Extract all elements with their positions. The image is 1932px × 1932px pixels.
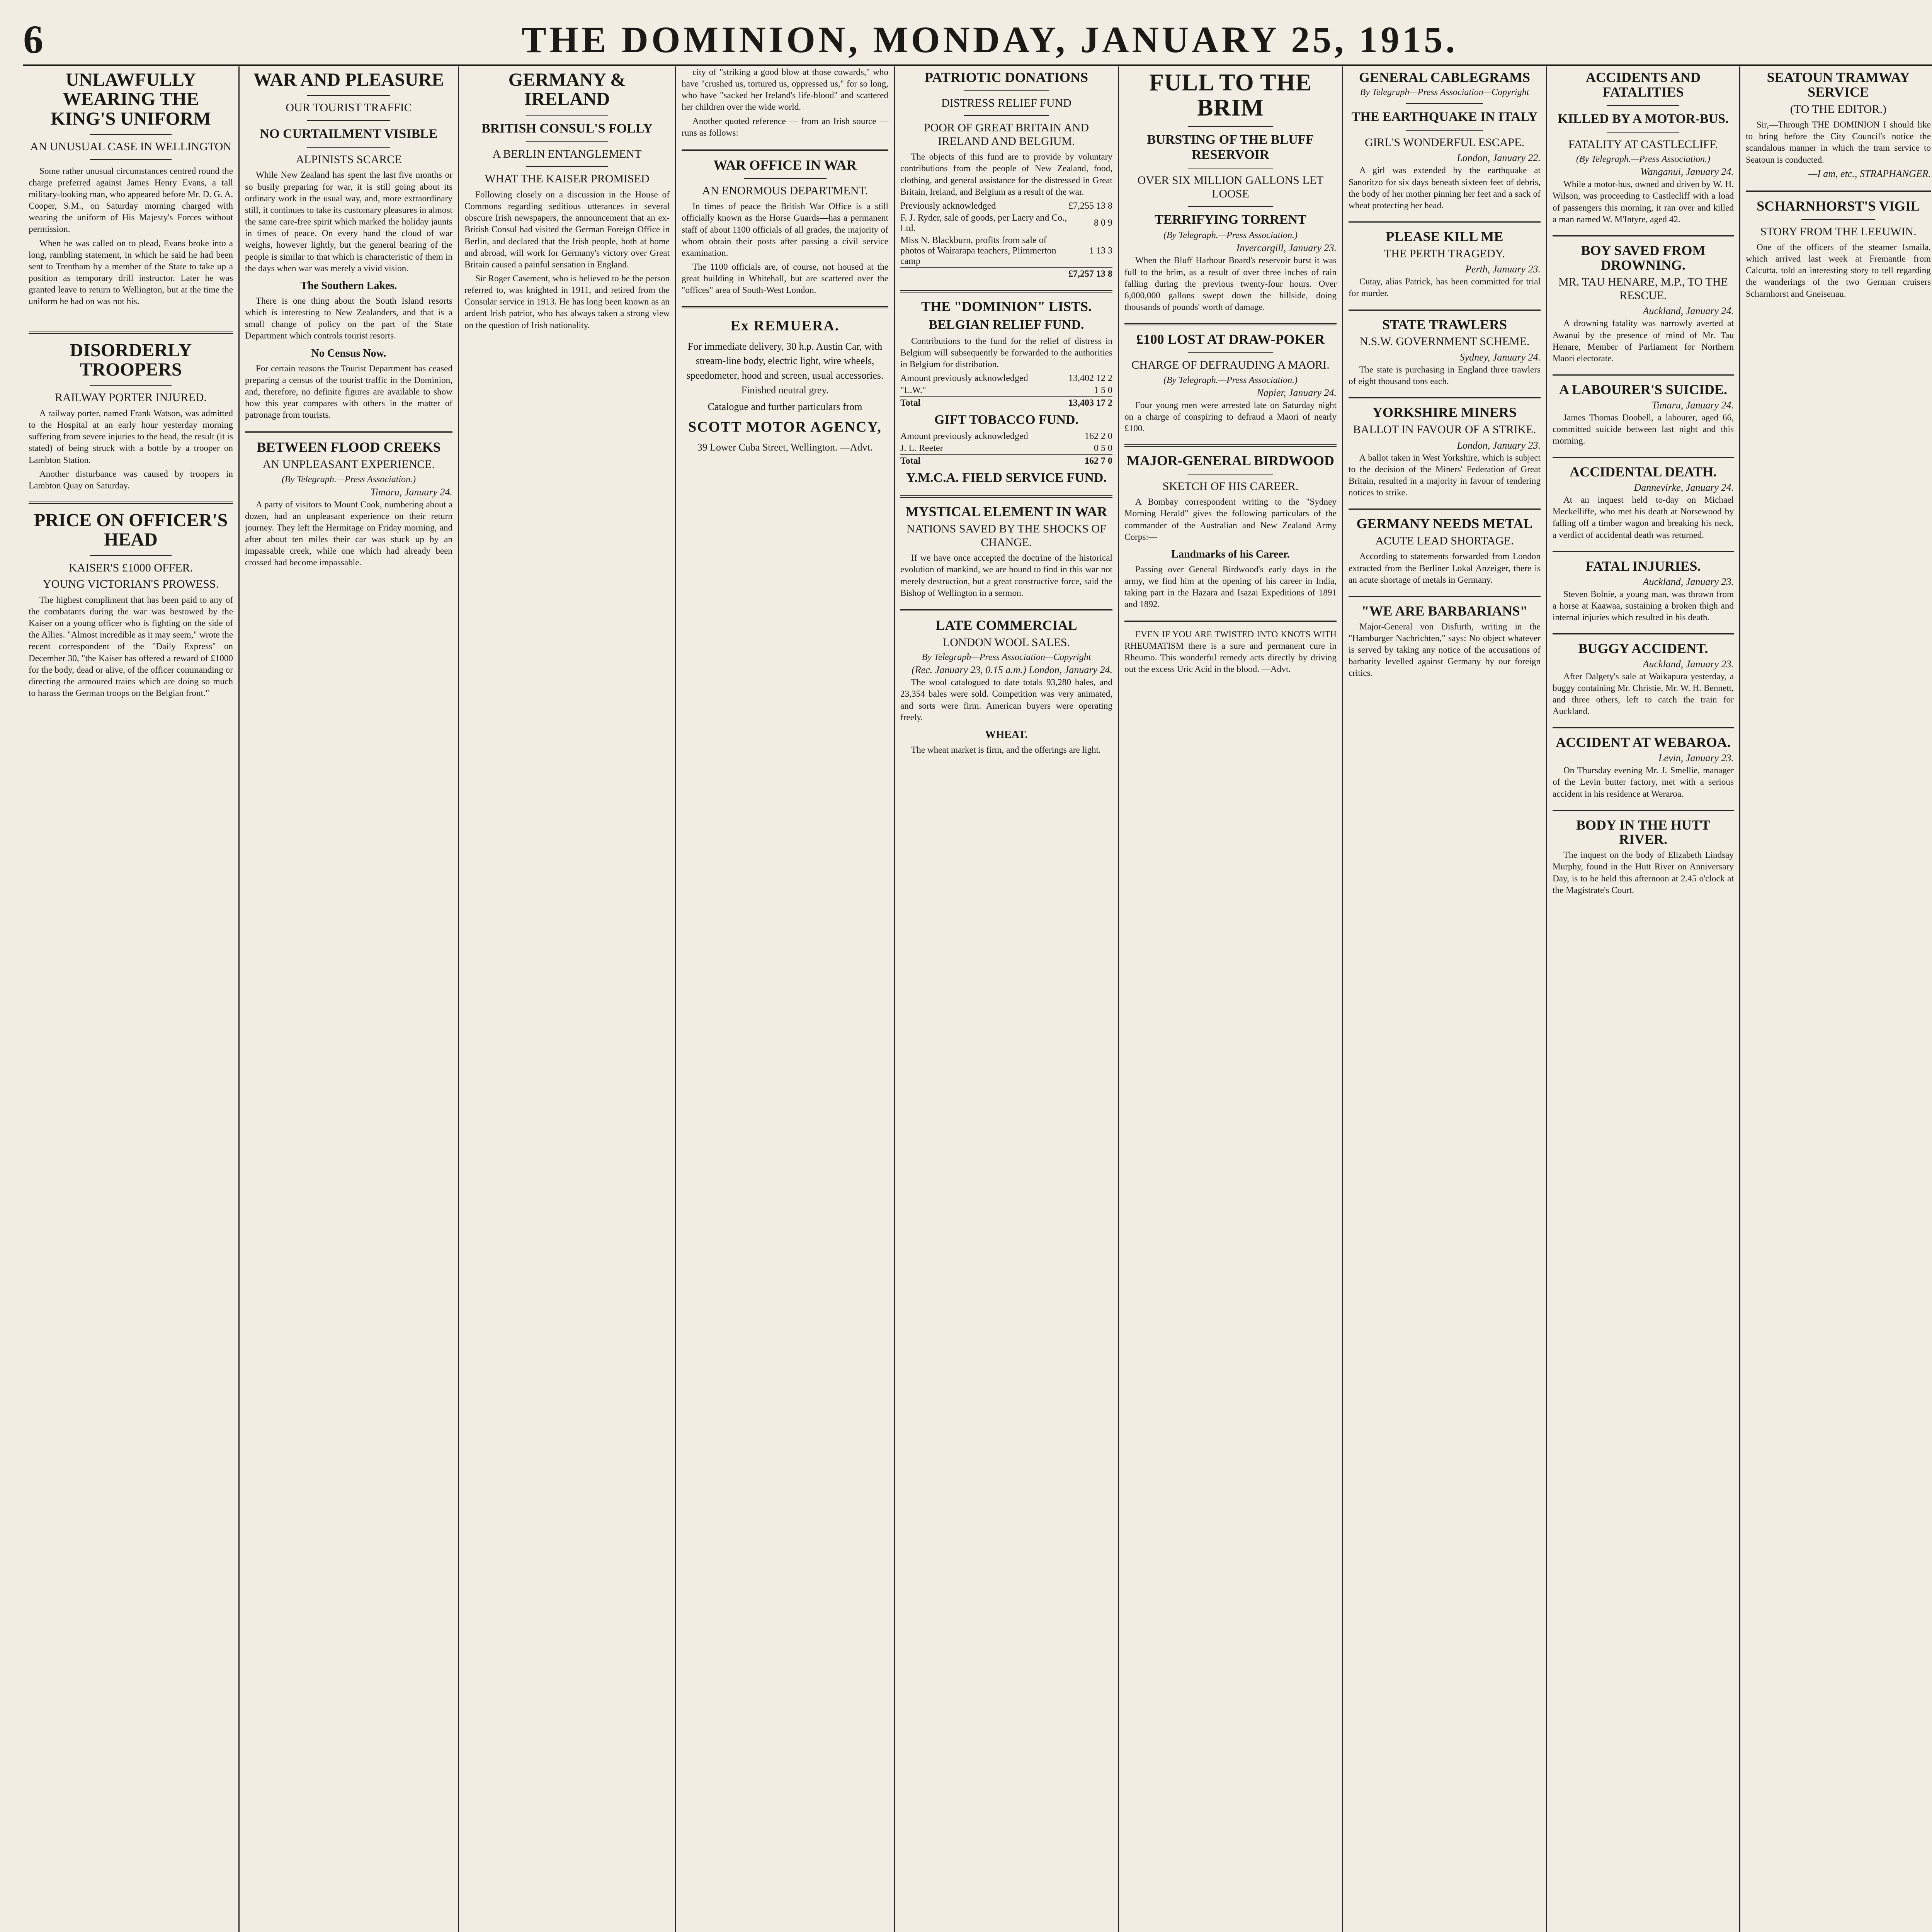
headline: LATE COMMERCIAL <box>935 617 1077 633</box>
article-text: Contributions to the fund for the relief of distress in Belgium will subsequently be forwarded to the authorities in Belgium for distribution. <box>900 336 1112 370</box>
subheadline: BURSTING OF THE BLUFF RESERVOIR <box>1147 133 1314 162</box>
subheadline: BALLOT IN FAVOUR OF A STRIKE. <box>1353 423 1536 436</box>
article-war-office <box>682 158 888 296</box>
article-text: The highest compliment that has been paid to any of the combatants during the war was bestowed by the Kaiser on a young officer who is fighting on the side of the Allies. "Almost incredible as it may seem," wrote the recent correspondent of the "Daily Express" on December 30, "the Kaiser has offered a reward of £1000 for the body, dead or alive, of the officer commanding or directing the armoured trains which are doing so much to harass the German troops on the Belgian front." <box>29 595 233 699</box>
article-cablegrams <box>1349 70 1541 211</box>
article-text: Four young men were arrested late on Saturday night on a charge of conspiring to defraud a Maori of nearly £100. <box>1124 400 1337 434</box>
section-subhead: The Southern Lakes. <box>300 279 397 292</box>
dateline: Timaru, January 24. <box>1651 399 1734 411</box>
subheadline: ALPINISTS SCARCE <box>296 153 402 166</box>
divider <box>682 149 888 151</box>
divider <box>1349 596 1541 597</box>
row-label: Total <box>900 455 1075 467</box>
article-text: Sir,—Through THE DOMINION I should like to bring before the City Council's notice the scandalous manner in which the tram service to Seatoun is conducted. <box>1746 120 1931 165</box>
byline: By Telegraph—Press Association—Copyright <box>922 652 1091 663</box>
column-2 <box>240 66 459 1932</box>
article-birdwood <box>1124 454 1337 611</box>
row-label: Total <box>900 397 1058 409</box>
headline: WAR OFFICE IN WAR <box>713 157 857 173</box>
dateline: Auckland, January 24. <box>1643 305 1734 317</box>
divider <box>245 431 452 433</box>
ad-text: EVEN IF YOU ARE TWISTED INTO KNOTS WITH RHEUMATISM there is a sure and permanent cure in Rheumo. This wonderful remedy acts directly by driving out the excess Uric Acid in the blood. —Advt. <box>1124 629 1337 675</box>
article-text: Passing over General Birdwood's early days in the army, we find him at the opening of his career in India, taking part in the Hazara and Isazai Expeditions of 1891 and 1892. <box>1124 564 1337 610</box>
column-7 <box>1343 66 1547 1932</box>
subheadline: OVER SIX MILLION GALLONS LET LOOSE <box>1137 174 1324 200</box>
article-text: There is one thing about the South Island resorts which is interesting to New Zealanders, and that is a small change of policy on the part of the State Department which controls tourist resorts. <box>245 296 452 341</box>
article-germany-ireland <box>464 70 670 331</box>
row-value: £7,257 13 8 <box>1068 268 1112 280</box>
column-8-halves <box>1547 66 1932 1932</box>
divider <box>1553 457 1734 458</box>
subheadline: SKETCH OF HIS CAREER. <box>1162 480 1299 493</box>
headline: ACCIDENTS AND FATALITIES <box>1585 70 1701 100</box>
divider <box>1349 397 1541 398</box>
article-text: Steven Bolnie, a young man, was thrown from a horse at Kaawaa, sustaining a broken thigh and internal injuries which resulted in his death. <box>1553 589 1734 622</box>
divider <box>900 495 1112 498</box>
headline: PATRIOTIC DONATIONS <box>924 70 1088 85</box>
article-flood-creeks <box>245 440 452 568</box>
row-label: F. J. Ryder, sale of goods, per Laery and Co., Ltd. <box>900 213 1067 233</box>
subheadline: A BERLIN ENTANGLEMENT <box>492 147 642 160</box>
article-text: If we have once accepted the doctrine of the historical evolution of mankind, we are bound to find in this war not merely destruction, but a great constructive force, said the Bishop of Wellington in a sermon. <box>900 553 1112 598</box>
headline: SCHARNHORST'S VIGIL <box>1757 198 1920 214</box>
row-label: Previously acknowledged <box>900 201 996 211</box>
table-row <box>900 212 1112 235</box>
column-6 <box>1119 66 1343 1932</box>
table-row-total <box>900 455 1112 467</box>
subheadline: (TO THE EDITOR.) <box>1790 102 1887 116</box>
dateline: Timaru, January 24. <box>370 486 452 498</box>
headline: YORKSHIRE MINERS <box>1372 405 1517 420</box>
divider <box>900 290 1112 293</box>
divider <box>307 147 390 148</box>
subheadline: AN ENORMOUS DEPARTMENT. <box>702 184 868 197</box>
subheadline: STORY FROM THE LEEUWIN. <box>1760 225 1917 238</box>
article-war-and-pleasure <box>245 70 452 421</box>
article-text: Following closely on a discussion in the House of Commons regarding seditious utterances in several obscure Irish newspapers, the announcement that an ex-British Consul had visited the German Foreign Office in Berlin, and declared that the Irish people, both at home and abroad, will work for Germany's victory over Great Britain caused a painful sensation in England. <box>464 189 670 270</box>
divider <box>1406 103 1483 104</box>
row-value: 1 13 3 <box>1089 245 1112 256</box>
article-boy-saved <box>1553 243 1734 364</box>
article-text: For certain reasons the Tourist Department has ceased preparing a census of the tourist traffic in the Dominion, and, therefore, no definite figures are available to show how this year compares with others in the matter of patronage from tourists. <box>245 363 452 420</box>
article-text: While New Zealand has spent the last five months or so busily preparing for war, it is still going about its ordinary work in the usual way, and, more extraordinary still, it continues to take its customary pleasures in almost the same care-free spirit which marked the holiday jaunts in times of peace. On every hand the cloud of war weighs, however lightly, but the general bearing of the people is similar to that which is characteristic of them in the days when war was merely a vivid vision. <box>245 170 452 274</box>
article-germany-metal <box>1349 517 1541 586</box>
article-text: In times of peace the British War Office is a still officially known as the Horse Guards—has a permanent staff of about 1100 officials of all grades, the majority of whom obtain their posts after passing a civil service examination. <box>682 201 888 258</box>
article-text: When the Bluff Harbour Board's reservoir burst it was full to the brim, as a result of over three inches of rain falling during the previous twenty-four hours. Over 6,000,000 gallons swept down the hillside, doing thousands of pounds' worth of damage. <box>1124 255 1337 313</box>
dateline: Auckland, January 23. <box>1643 658 1734 670</box>
article-text: A railway porter, named Frank Watson, was admitted to the Hospital at an early hour yesterday morning suffering from severe injuries to the head, the result (it is stated) of being struck with a bottle by a trooper on Lambton Station. <box>29 408 233 465</box>
column-8a <box>1547 66 1740 1932</box>
ad-text: Catalogue and further particulars from <box>707 401 862 413</box>
dateline: Napier, January 24. <box>1257 387 1337 398</box>
article-full-to-the-brim <box>1124 70 1337 313</box>
row-label: "L.W." <box>900 385 926 396</box>
divider <box>1349 221 1541 223</box>
headline: BETWEEN FLOOD CREEKS <box>257 439 441 455</box>
subheadline: AN UNUSUAL CASE IN WELLINGTON <box>30 140 232 153</box>
headline: "WE ARE BARBARIANS" <box>1361 603 1528 619</box>
article-text: A Bombay correspondent writing to the "Sydney Morning Herald" gives the following particulars of the commander of the Australian and New Zealand Army Corps:— <box>1124 497 1337 542</box>
divider <box>29 332 233 334</box>
article-text: Sir Roger Casement, who is believed to be the person referred to, was knighted in 1911, and retired from the Consular service in 1913. He has long been known as an ardent Irish patriot, who has always taken a strong view on the question of Irish nationality. <box>464 273 670 330</box>
subheadline: RAILWAY PORTER INJURED. <box>55 391 207 404</box>
article-text: The state is purchasing in England three trawlers of eight thousand tons each. <box>1349 364 1541 387</box>
divider <box>526 141 608 142</box>
headline: GERMANY NEEDS METAL <box>1356 516 1533 532</box>
divider <box>90 555 172 556</box>
page-number: 6 <box>23 17 43 62</box>
subheadline: MR. TAU HENARE, M.P., TO THE RESCUE. <box>1558 276 1728 302</box>
dateline: London, January 23. <box>1457 439 1541 451</box>
subheadline: KILLED BY A MOTOR-BUS. <box>1558 111 1729 126</box>
column-3 <box>459 66 676 1932</box>
columns <box>23 66 1932 1932</box>
byline: (By Telegraph.—Press Association.) <box>281 474 416 485</box>
article-price-on-head <box>29 511 233 699</box>
headline: PLEASE KILL ME <box>1386 229 1503 245</box>
headline: FULL TO THE BRIM <box>1149 70 1312 121</box>
headline: BOY SAVED FROM DROWNING. <box>1581 242 1706 273</box>
row-label: Amount previously acknowledged <box>900 431 1028 442</box>
divider <box>964 90 1049 91</box>
divider <box>1124 444 1337 447</box>
headline: WAR AND PLEASURE <box>253 70 444 90</box>
divider <box>1553 633 1734 634</box>
article-text: A ballot taken in West Yorkshire, which is subject to the decision of the Miners' Federation of Great Britain, resulted in a majority in favour of tendering notices to strike. <box>1349 452 1541 498</box>
dateline: Perth, January 23. <box>1465 264 1541 275</box>
section-subhead: WHEAT. <box>985 728 1028 741</box>
article-text: One of the officers of the steamer Ismaila, which arrived last week at Fremantle from Calcutta, told an interesting story to tell regarding the wanderings of the two German cruisers Scharnhorst and Gneisenau. <box>1746 242 1931 299</box>
row-value: £7,255 13 8 <box>1068 201 1112 211</box>
row-value: 8 0 9 <box>1094 218 1112 228</box>
divider <box>90 134 172 135</box>
fund-table <box>900 372 1112 409</box>
subheadline: DISTRESS RELIEF FUND <box>941 96 1071 109</box>
article-text: Another quoted reference — from an Irish source — runs as follows: <box>682 116 888 138</box>
row-label <box>900 268 1068 280</box>
headline: BODY IN THE HUTT RIVER. <box>1576 817 1711 847</box>
masthead <box>23 15 1932 66</box>
article-text: The 1100 officials are, of course, not housed at the great building in Whitehall, but are scattered over the "offices" area of South-West London. <box>682 262 888 296</box>
article-text: The objects of this fund are to provide by voluntary contributions from the people of New Zealand, food, clothing, and general assistance for the distressed in Great Britain, Ireland, and Belgium as a result of the war. <box>900 152 1112 197</box>
column-8 <box>1547 66 1932 1932</box>
byline: (By Telegraph.—Press Association.) <box>1163 375 1298 385</box>
ad-headline: Ex REMUERA. <box>730 318 840 334</box>
article-text: After Dalgety's sale at Waikapura yesterday, a buggy containing Mr. Christie, Mr. W. H. Bennett, and three others, left to catch the train for Auckland. <box>1553 671 1734 717</box>
divider <box>1406 130 1483 131</box>
divider <box>29 502 233 504</box>
subheadline: TERRIFYING TORRENT <box>1155 213 1306 227</box>
article-fatal-injuries <box>1553 559 1734 623</box>
article-text: At an inquest held to-day on Michael Meckelliffe, who met his death at Norsewood by falling off a timber wagon and breaking his neck, a verdict of accidental death was returned. <box>1553 495 1734 540</box>
article-yorkshire-miners <box>1349 405 1541 498</box>
row-value: 162 2 0 <box>1085 431 1112 442</box>
subheadline: AN UNPLEASANT EXPERIENCE. <box>262 458 435 471</box>
article-text: A party of visitors to Mount Cook, numbering about a dozen, had an unpleasant experience on their return journey. They left the Hermitage on Friday morning, and after about ten miles their car was stuck up by an impassable creek, while one which had already been crossed had become impassable. <box>245 499 452 568</box>
divider <box>1188 126 1273 127</box>
divider <box>1553 235 1734 236</box>
section-subhead: No Census Now. <box>311 347 386 359</box>
article-text: city of "striking a good blow at those cowards," who have "crushed us, tortured us, oppressed us," for so long, who have "sacked her Ireland's life-blood" and scattered her children over the wide world. <box>682 67 888 112</box>
row-value: 13,403 17 2 <box>1058 397 1112 409</box>
subheadline: GIRL'S WONDERFUL ESCAPE. <box>1365 136 1524 149</box>
article-hutt-river <box>1553 818 1734 896</box>
divider <box>744 178 827 179</box>
article-text-filler <box>29 310 233 321</box>
divider <box>1607 105 1680 106</box>
row-value: 0 5 0 <box>1094 443 1112 454</box>
dateline: London, January 22. <box>1457 152 1541 164</box>
article-text: A girl was extended by the earthquake at Sanoritzo for six days beneath sixteen feet of debris, the body of her mother pinning her feet and a sack of wheat protecting her head. <box>1349 165 1541 211</box>
divider <box>964 115 1049 116</box>
divider <box>1553 374 1734 376</box>
article-text: A drowning fatality was narrowly averted at Awanui by the presence of mind of Mr. Tau Henare, Member of Parliament for Northern Maori electorate. <box>1553 318 1734 364</box>
column-4 <box>676 66 895 1932</box>
article-text: Major-General von Disfurth, writing in the "Hamburger Nachrichten," says: No object whatever is served by taking any notice of the accusations of barbarity levelled against Germany by our foreign critics. <box>1349 621 1541 679</box>
article-continued <box>682 66 888 139</box>
divider <box>1124 323 1337 325</box>
headline: DISORDERLY TROOPERS <box>70 340 192 380</box>
article-seatoun-tramway <box>1746 70 1931 180</box>
subheadline: BELGIAN RELIEF FUND. <box>929 317 1084 332</box>
divider <box>1553 551 1734 552</box>
headline: UNLAWFULLY WEARING THE KING'S UNIFORM <box>51 70 211 129</box>
article-barbarians <box>1349 604 1541 679</box>
subheadline: LONDON WOOL SALES. <box>942 636 1070 649</box>
subheadline: POOR OF GREAT BRITAIN AND IRELAND AND BELGIUM. <box>923 121 1089 148</box>
article-text: Another disturbance was caused by troopers in Lambton Quay on Saturday. <box>29 469 233 491</box>
subheadline: WHAT THE KAISER PROMISED <box>485 172 650 185</box>
divider <box>1349 310 1541 311</box>
column-5 <box>895 66 1119 1932</box>
subheadline: OUR TOURIST TRAFFIC <box>286 101 412 114</box>
headline: GENERAL CABLEGRAMS <box>1359 70 1531 85</box>
headline: FATAL INJURIES. <box>1585 558 1701 574</box>
article-please-kill-me <box>1349 230 1541 299</box>
row-label: Miss N. Blackburn, profits from sale of photos of Wairarapa teachers, Plimmerton camp <box>900 235 1056 266</box>
divider <box>1188 206 1273 207</box>
headline: STATE TRAWLERS <box>1382 316 1507 332</box>
article-text: The wheat market is firm, and the offerings are light. <box>911 745 1101 755</box>
row-label: J. L. Reeter <box>900 443 943 454</box>
divider <box>1349 509 1541 510</box>
article-text: When he was called on to plead, Evans broke into a long, rambling statement, in which he said he had been sent to Trentham by a member of the State to take up a position as temporary drill instructor. Later he was granted leave to return to Wellington, but at the time the uniform he had on was not his. <box>29 238 233 307</box>
dateline: (Rec. January 23, 0.15 a.m.) London, January 24. <box>912 664 1112 676</box>
subheadline: ACUTE LEAD SHORTAGE. <box>1375 534 1514 547</box>
article-patriotic-donations <box>900 70 1112 280</box>
article-scharnhorst <box>1746 199 1931 300</box>
ad-advertiser: SCOTT MOTOR AGENCY, <box>688 419 882 435</box>
headline: BUGGY ACCIDENT. <box>1578 640 1708 656</box>
ad-text: For immediate delivery, 30 h.p. Austin Car, with stream-line body, electric light, wire wheels, speedometer, hood and screen, usual accessories. Finished neutral grey. <box>686 340 884 396</box>
article-uniform <box>29 70 233 321</box>
divider <box>1746 190 1931 192</box>
headline: GERMANY & IRELAND <box>508 70 626 110</box>
divider <box>1188 352 1273 353</box>
article-text: According to statements forwarded from London extracted from the Berliner Lokal Anzeiger, there is an acute shortage of metals in Germany. <box>1349 551 1541 585</box>
subheadline: FATALITY AT CASTLECLIFF. <box>1568 138 1718 151</box>
divider <box>90 159 172 160</box>
divider <box>1124 621 1337 622</box>
article-text: Some rather unusual circumstances centred round the charge preferred against James Henry Evans, a tall military-looking man, who appeared before Mr. D. G. A. Cooper, S.M., on Saturday morning charged with wearing the uniform of His Majesty's Forces without permission. <box>29 166 233 235</box>
subheadline: NATIONS SAVED BY THE SHOCKS OF CHANGE. <box>906 522 1107 549</box>
column-1 <box>23 66 240 1932</box>
headline: ACCIDENT AT WEBAROA. <box>1556 735 1731 750</box>
table-row-total <box>900 397 1112 409</box>
article-troopers <box>29 341 233 492</box>
dateline: Sydney, January 24. <box>1459 351 1541 363</box>
article-accidental-death <box>1553 465 1734 541</box>
article-draw-poker <box>1124 332 1337 434</box>
dateline: Invercargill, January 23. <box>1236 242 1337 254</box>
subheadline: Y.M.C.A. FIELD SERVICE FUND. <box>906 471 1107 485</box>
table-row <box>900 384 1112 397</box>
divider <box>307 95 390 96</box>
article-buggy-accident <box>1553 641 1734 717</box>
row-value: 1 5 0 <box>1094 385 1112 396</box>
byline: By Telegraph—Press Association—Copyright <box>1360 87 1529 97</box>
headline: MYSTICAL ELEMENT IN WAR <box>905 504 1107 520</box>
row-value: 13,402 12 2 <box>1068 373 1112 384</box>
article-text: Cutay, alias Patrick, has been committed for trial for murder. <box>1349 277 1541 299</box>
divider <box>1553 727 1734 728</box>
article-late-commercial <box>900 618 1112 756</box>
divider <box>1553 810 1734 811</box>
article-labourer-suicide <box>1553 383 1734 447</box>
subheadline: N.S.W. GOVERNMENT SCHEME. <box>1359 335 1530 348</box>
subheadline: BRITISH CONSUL'S FOLLY <box>481 121 653 136</box>
subheadline: THE EARTHQUAKE IN ITALY <box>1351 109 1538 124</box>
table-row <box>900 442 1112 455</box>
table-row <box>900 235 1112 268</box>
article-text: While a motor-bus, owned and driven by W. H. Wilson, was proceeding to Castlecliff with a load of passengers this morning, it ran over and killed a man named W. M'Intyre, aged 42. <box>1553 179 1734 224</box>
article-text: On Thursday evening Mr. J. Smellie, manager of the Levin butter factory, met with a serious accident in his residence at Weraroa. <box>1553 765 1734 799</box>
subheadline: CHARGE OF DEFRAUDING A MAORI. <box>1131 359 1330 372</box>
article-accidents <box>1553 70 1734 225</box>
byline: (By Telegraph.—Press Association.) <box>1576 154 1711 165</box>
headline: £100 LOST AT DRAW-POKER <box>1136 332 1325 347</box>
divider <box>526 166 608 167</box>
dateline: Wanganui, January 24. <box>1640 166 1734 178</box>
divider <box>900 609 1112 611</box>
table-row <box>900 372 1112 384</box>
subheadline: YOUNG VICTORIAN'S PROWESS. <box>43 578 219 591</box>
article-text: The wool catalogued to date totals 93,280 bales, and 23,354 bales were sold. Competition was very animated, and sorts were firm. American buyers were operating freely. <box>900 677 1112 723</box>
section-subhead: Landmarks of his Career. <box>1171 548 1290 560</box>
divider <box>307 120 390 121</box>
article-weraroa <box>1553 735 1734 799</box>
row-label: Amount previously acknowledged <box>900 373 1028 384</box>
table-row <box>900 200 1112 212</box>
headline: THE "DOMINION" LISTS. <box>921 298 1092 314</box>
column-8b <box>1740 66 1932 1932</box>
table-row <box>900 430 1112 442</box>
article-state-trawlers <box>1349 318 1541 388</box>
advertisement-austin-car <box>682 315 888 454</box>
subheadline: KAISER'S £1000 OFFER. <box>68 561 193 574</box>
headline: MAJOR-GENERAL BIRDWOOD <box>1126 453 1335 469</box>
table-row-total <box>900 268 1112 280</box>
article-dominion-lists <box>900 299 1112 486</box>
byline: (By Telegraph.—Press Association.) <box>1163 230 1298 241</box>
headline: ACCIDENTAL DEATH. <box>1570 464 1717 480</box>
row-value: 162 7 0 <box>1075 455 1112 467</box>
divider <box>1607 132 1680 133</box>
ad-address: 39 Lower Cuba Street, Wellington. —Advt. <box>697 442 873 453</box>
dateline: Levin, January 23. <box>1658 752 1734 764</box>
article-text: The inquest on the body of Elizabeth Lindsay Murphy, found in the Hutt River on Anniversary Day, is to be held this afternoon at 2.45 o'clock at the Magistrate's Court. <box>1553 850 1734 895</box>
advertisement-rheumo <box>1124 629 1337 675</box>
donation-table <box>900 200 1112 280</box>
dateline: Auckland, January 23. <box>1643 576 1734 587</box>
headline: PRICE ON OFFICER'S HEAD <box>34 510 228 550</box>
subheadline: GIFT TOBACCO FUND. <box>934 413 1079 427</box>
divider <box>526 115 608 116</box>
headline: SEATOUN TRAMWAY SERVICE <box>1767 70 1910 100</box>
headline: A LABOURER'S SUICIDE. <box>1559 382 1728 398</box>
divider <box>682 306 888 308</box>
article-text: James Thomas Doobell, a labourer, aged 66, committed suicide between last night and this morning. <box>1553 412 1734 446</box>
fund-table <box>900 430 1112 467</box>
subheadline: NO CURTAILMENT VISIBLE <box>260 126 438 141</box>
subheadline: THE PERTH TRAGEDY. <box>1384 247 1505 260</box>
dateline: Dannevirke, January 24. <box>1634 482 1734 493</box>
article-mystical-element <box>900 505 1112 599</box>
letter-signoff: —I am, etc., STRAPHANGER. <box>1808 168 1931 179</box>
divider <box>1801 219 1876 220</box>
masthead-title: THE DOMINION, MONDAY, JANUARY 25, 1915. <box>521 19 1458 60</box>
divider <box>90 385 172 386</box>
